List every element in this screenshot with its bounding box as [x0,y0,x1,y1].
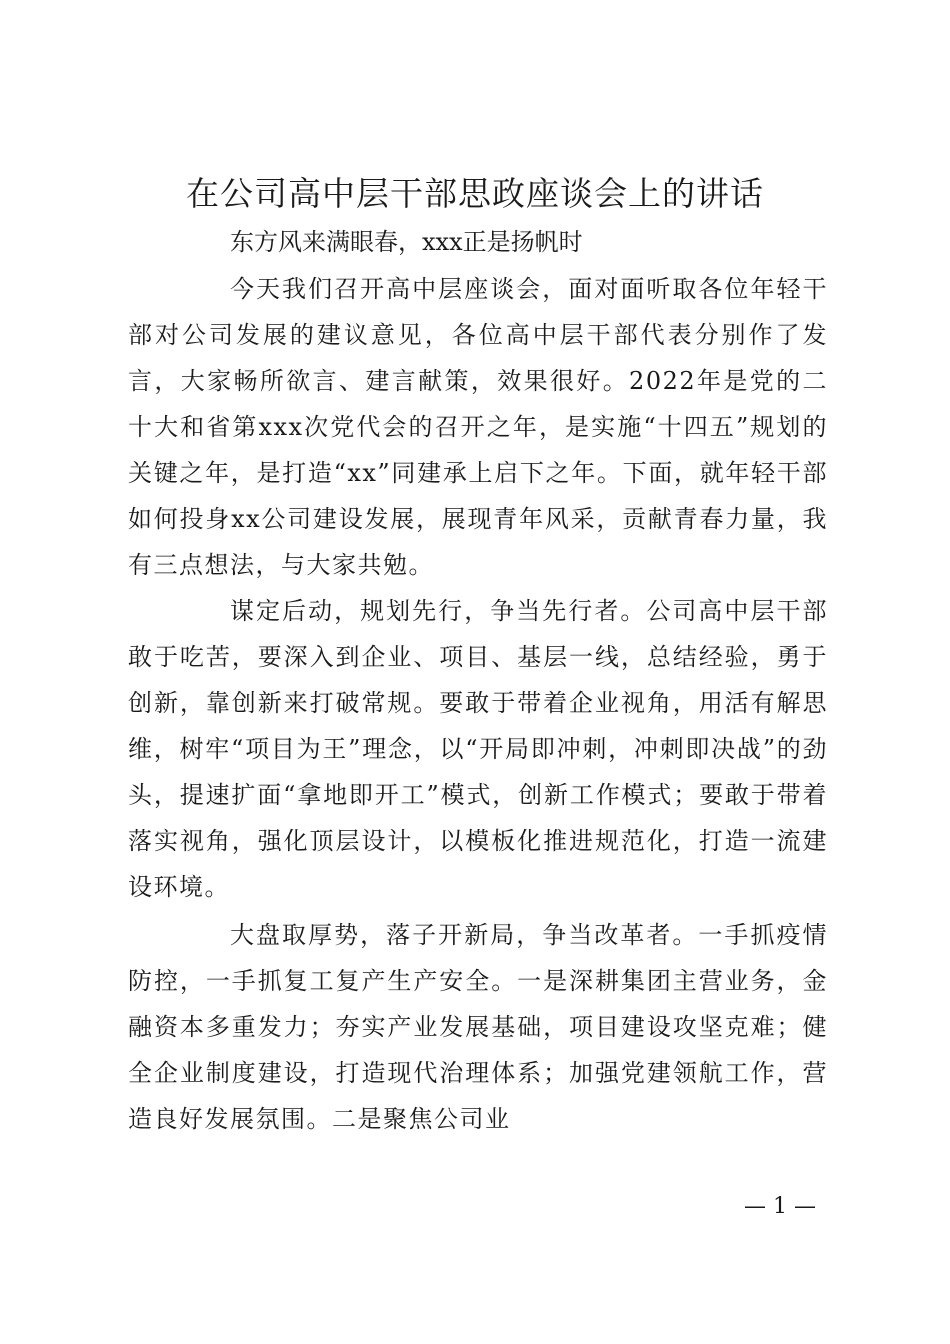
document-title: 在公司高中层干部思政座谈会上的讲话 [186,174,764,213]
body-paragraph: 大盘取厚势，落子开新局，争当改革者。一手抓疫情防控，一手抓复工复产生产安全。一是深耕集团主营业务，金融资本多重发力；夯实产业发展基础，项目建设攻坚克难；健全企业制度建设，打造现代治理体系；加强党建领航工作，营造良好发展氛围。二是聚焦公司业 [128,921,828,1133]
body-paragraph: 今天我们召开高中层座谈会，面对面听取各位年轻干部对公司发展的建议意见，各位高中层干部代表分别作了发言，大家畅所欲言、建言献策，效果很好。2022年是党的二十大和省第xxx次党代会的召开之年，是实施“十四五”规划的关键之年，是打造“xx”同建承上启下之年。下面，就年轻干部如何投身xx公司建设发展，展现青年风采，贡献青春力量，我有三点想法，与大家共勉。 [128,275,828,579]
body-paragraph: 谋定后动，规划先行，争当先行者。公司高中层干部敢于吃苦，要深入到企业、项目、基层一线，总结经验，勇于创新，靠创新来打破常规。要敢于带着企业视角，用活有解思维，树牢“项目为王”理念，以“开局即冲刺，冲刺即决战”的劲头，提速扩面“拿地即开工”模式，创新工作模式；要敢于带着落实视角，强化顶层设计，以模板化推进规范化，打造一流建设环境。 [128,597,828,901]
page-number: — 1 — [744,1194,816,1219]
document-subtitle: 东方风来满眼春，xxx正是扬帆时 [230,228,583,256]
document-body [128,266,828,1144]
